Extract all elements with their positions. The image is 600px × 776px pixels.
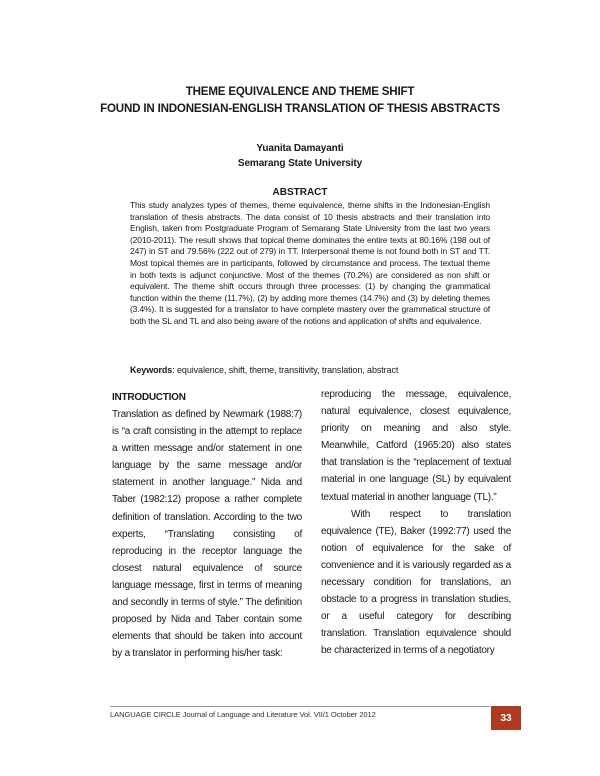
abstract-heading: ABSTRACT [272,187,328,198]
keywords-line [130,364,510,376]
paper-title-line-2: FOUND IN INDONESIAN-ENGLISH TRANSLATION OF THESIS ABSTRACTS [100,102,500,115]
right-column-paragraph-1: reproducing the message, equivalence, natural equivalence, closest equivalence, priority on meaning and also style. Meanwhile, Catford (1965:20) also states that translation is the “replacement of textual material in one language (SL) by equivalent textual material in another language (TL).” [321,389,511,503]
right-column [321,386,511,660]
journal-footer: LANGUAGE CIRCLE Journal of Language and Literature Vol. VII/1 October 2012 [110,706,490,719]
page-number-badge: 33 [491,706,521,730]
right-column-paragraph-2: With respect to translation equivalence (TE), Baker (1992:77) used the notion of equivalence for the sake of convenience and it is variously regarded as a necessary condition for translations, an obstacle to a progress in translation studies, or a useful category for describing translation. Translation equivalence should be characterized in terms of a negotiatory [321,508,511,657]
abstract-body: This study analyzes types of themes, theme equivalence, theme shifts in the Indonesian-English translation of thesis abstracts. The data consist of 10 thesis abstracts and their translation into English, taken from Postgraduate Program of Semarang State University from the last two years (2010-2011). The result shows that topical theme dominates the entire texts at 80.16% (198 out of 247) in ST and 79.56% (222 out of 279) in TT. Interpersonal theme is not found both in ST and TT. Most topical themes are in participants, followed by circumstance and process. The textual theme in both texts is adjunct conjunctive. Most of the themes (70.2%) are considered as non shift or equivalent. The theme shift occurs through three processes: (1) by changing the grammatical function within the theme (11.7%), (2) by adding more themes (14.7%) and (3) by deleting themes (3.4%). It is suggested for a translator to have complete mastery over the grammatical structure of both the SL and TL and also being aware of the notions and application of shifts and equivalence. [130,200,490,326]
paper-title-line-1: THEME EQUIVALENCE AND THEME SHIFT [185,85,415,98]
keywords-label: Keywords [130,365,173,375]
left-column [112,389,302,662]
author-name: Yuanita Damayanti [256,143,344,154]
introduction-heading: INTRODUCTION [112,392,186,403]
left-column-paragraph: Translation as defined by Newmark (1988:7) is “a craft consisting in the attempt to replace a written message and/or statement in one language by the same message and/or statement in another language.” Nida and Taber (1982:12) propose a rather complete definition of translation. According to the two experts, “Translating consisting of reproducing in the receptor language the closest natural equivalence of source language message, first in terms of meaning and secondly in terms of style.” The definition proposed by Nida and Taber contain some elements that should be taken into account by a translator in performing his/her task: [112,409,302,660]
author-affiliation: Semarang State University [237,158,363,169]
keywords-list: : equivalence, shift, theme, transitivity, translation, abstract [172,365,399,375]
